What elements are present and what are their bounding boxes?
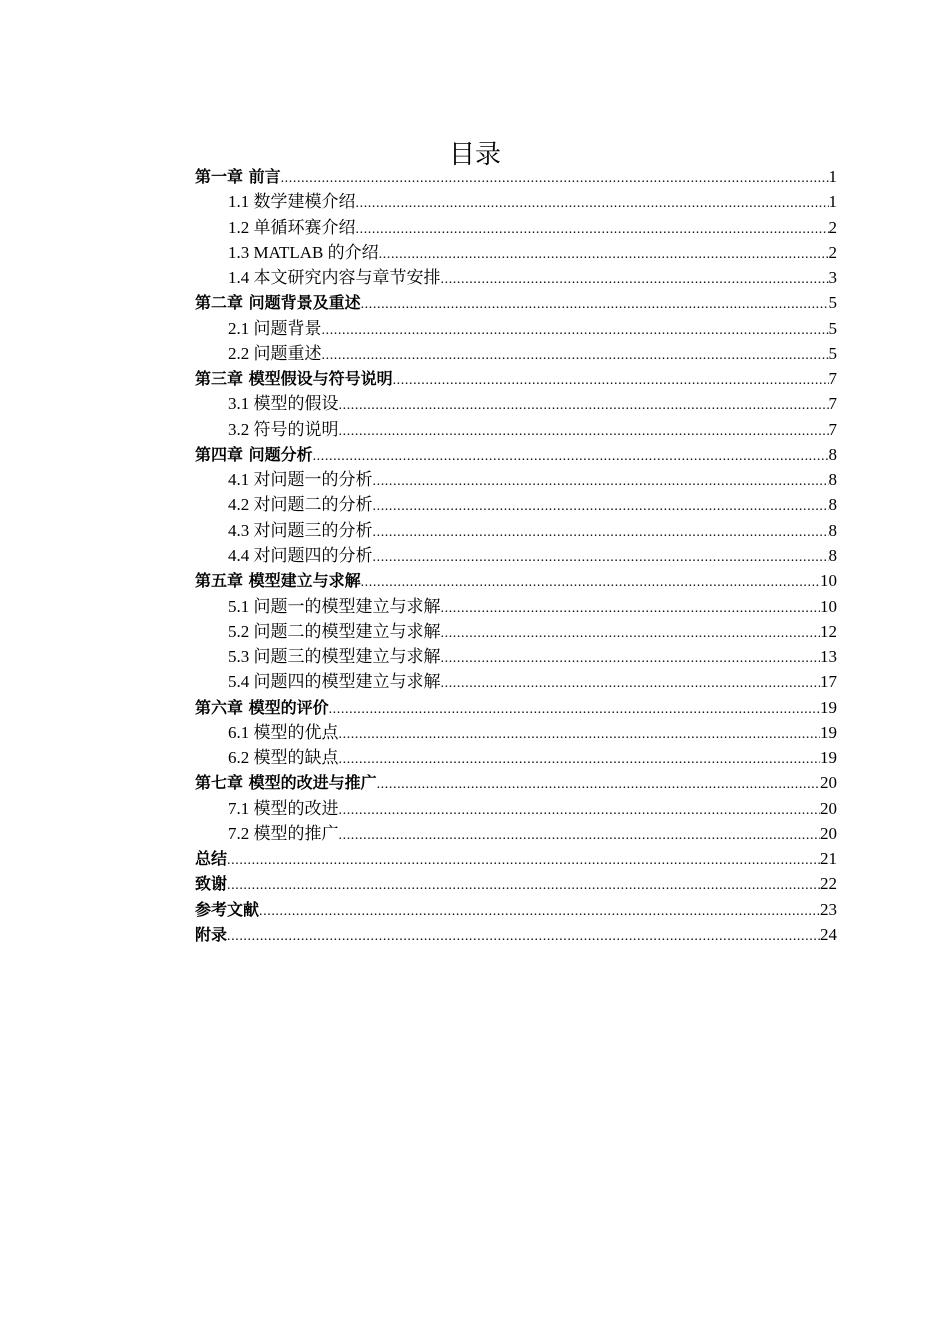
toc-leader-dots	[259, 897, 820, 922]
toc-leader-dots	[322, 316, 829, 341]
toc-entry-page-number: 2	[828, 217, 837, 237]
toc-entry-label: 附录	[195, 924, 228, 944]
toc-section-entry[interactable]	[195, 391, 837, 416]
toc-entry-label: 1.3 MATLAB 的介绍	[228, 242, 379, 262]
toc-leader-dots	[377, 770, 820, 795]
toc-entry-page-number: 8	[828, 444, 837, 464]
toc-entry-page-number: 1	[828, 192, 837, 212]
toc-leader-dots	[339, 796, 821, 821]
toc-chapter-entry[interactable]	[195, 922, 837, 947]
toc-entry-page-number: 21	[820, 849, 837, 869]
toc-entry-label: 1.2 单循环赛介绍	[228, 217, 356, 237]
toc-entry-page-number: 13	[820, 647, 837, 667]
toc-entry-page-number: 7	[828, 419, 837, 439]
toc-entry-label: 总结	[195, 849, 228, 869]
toc-entry-label: 7.2 模型的推广	[228, 823, 339, 843]
toc-entry-page-number: 19	[820, 697, 837, 717]
toc-entry-page-number: 8	[828, 520, 837, 540]
toc-entry-label: 4.3 对问题三的分析	[228, 520, 373, 540]
toc-section-entry[interactable]	[195, 669, 837, 694]
toc-entry-label: 1.4 本文研究内容与章节安排	[228, 268, 441, 288]
toc-leader-dots	[281, 164, 829, 189]
toc-chapter-entry[interactable]	[195, 290, 837, 315]
toc-entry-label: 5.3 问题三的模型建立与求解	[228, 647, 441, 667]
toc-leader-dots	[227, 871, 820, 896]
toc-leader-dots	[361, 290, 829, 315]
toc-entry-page-number: 8	[828, 495, 837, 515]
toc-chapter-entry[interactable]	[195, 897, 837, 922]
toc-entry-page-number: 7	[828, 369, 837, 389]
toc-entry-label: 7.1 模型的改进	[228, 798, 339, 818]
toc-leader-dots	[329, 695, 820, 720]
toc-list	[195, 164, 837, 947]
toc-entry-label: 1.1 数学建模介绍	[228, 192, 356, 212]
toc-entry-label: 6.1 模型的优点	[228, 722, 339, 742]
toc-section-entry[interactable]	[195, 341, 837, 366]
toc-leader-dots	[373, 518, 829, 543]
toc-entry-page-number: 19	[820, 748, 837, 768]
toc-entry-label: 第二章 问题背景及重述	[195, 293, 361, 313]
toc-entry-label: 4.1 对问题一的分析	[228, 470, 373, 490]
toc-entry-label: 第七章 模型的改进与推广	[195, 773, 377, 793]
toc-entry-label: 第四章 问题分析	[195, 444, 313, 464]
toc-entry-page-number: 24	[820, 924, 837, 944]
toc-chapter-entry[interactable]	[195, 442, 837, 467]
toc-leader-dots	[373, 467, 829, 492]
toc-section-entry[interactable]	[195, 821, 837, 846]
toc-entry-page-number: 19	[820, 722, 837, 742]
toc-entry-label: 4.4 对问题四的分析	[228, 545, 373, 565]
toc-entry-label: 第三章 模型假设与符号说明	[195, 369, 393, 389]
toc-entry-page-number: 3	[828, 268, 837, 288]
toc-entry-page-number: 5	[828, 343, 837, 363]
toc-chapter-entry[interactable]	[195, 871, 837, 896]
toc-section-entry[interactable]	[195, 594, 837, 619]
toc-section-entry[interactable]	[195, 316, 837, 341]
toc-entry-page-number: 5	[828, 318, 837, 338]
toc-section-entry[interactable]	[195, 745, 837, 770]
toc-leader-dots	[339, 720, 821, 745]
toc-entry-label: 2.2 问题重述	[228, 343, 322, 363]
toc-section-entry[interactable]	[195, 543, 837, 568]
toc-entry-label: 5.1 问题一的模型建立与求解	[228, 596, 441, 616]
toc-section-entry[interactable]	[195, 265, 837, 290]
toc-chapter-entry[interactable]	[195, 770, 837, 795]
toc-entry-page-number: 7	[828, 394, 837, 414]
toc-entry-page-number: 22	[820, 874, 837, 894]
toc-chapter-entry[interactable]	[195, 366, 837, 391]
toc-leader-dots	[339, 821, 821, 846]
toc-leader-dots	[373, 543, 829, 568]
toc-leader-dots	[361, 568, 820, 593]
toc-entry-page-number: 10	[820, 571, 837, 591]
toc-entry-label: 6.2 模型的缺点	[228, 748, 339, 768]
toc-title: 目录	[448, 140, 501, 171]
toc-leader-dots	[441, 594, 821, 619]
toc-section-entry[interactable]	[195, 720, 837, 745]
toc-entry-label: 致谢	[195, 874, 228, 894]
toc-leader-dots	[441, 619, 821, 644]
toc-leader-dots	[339, 391, 829, 416]
toc-leader-dots	[322, 341, 829, 366]
toc-leader-dots	[373, 492, 829, 517]
toc-entry-page-number: 8	[828, 545, 837, 565]
toc-entry-page-number: 23	[820, 899, 837, 919]
toc-entry-label: 5.4 问题四的模型建立与求解	[228, 672, 441, 692]
toc-chapter-entry[interactable]	[195, 568, 837, 593]
toc-section-entry[interactable]	[195, 240, 837, 265]
toc-leader-dots	[339, 417, 829, 442]
toc-entry-page-number: 17	[820, 672, 837, 692]
toc-entry-page-number: 8	[828, 470, 837, 490]
toc-leader-dots	[227, 922, 820, 947]
toc-entry-page-number: 5	[828, 293, 837, 313]
toc-section-entry[interactable]	[195, 189, 837, 214]
toc-chapter-entry[interactable]	[195, 164, 837, 189]
toc-entry-label: 参考文献	[195, 899, 260, 919]
toc-entry-page-number: 10	[820, 596, 837, 616]
toc-entry-label: 5.2 问题二的模型建立与求解	[228, 621, 441, 641]
toc-leader-dots	[356, 215, 829, 240]
toc-entry-label: 第一章 前言	[195, 167, 281, 186]
toc-chapter-entry[interactable]	[195, 846, 837, 871]
toc-section-entry[interactable]	[195, 619, 837, 644]
toc-leader-dots	[227, 846, 820, 871]
toc-entry-label: 2.1 问题背景	[228, 318, 322, 338]
toc-leader-dots	[379, 240, 829, 265]
toc-entry-page-number: 1	[828, 167, 837, 186]
toc-leader-dots	[441, 265, 829, 290]
toc-section-entry[interactable]	[195, 492, 837, 517]
toc-leader-dots	[441, 669, 821, 694]
toc-entry-page-number: 20	[820, 773, 837, 793]
toc-section-entry[interactable]	[195, 518, 837, 543]
toc-entry-page-number: 2	[828, 242, 837, 262]
toc-entry-label: 3.2 符号的说明	[228, 419, 339, 439]
toc-leader-dots	[313, 442, 829, 467]
toc-leader-dots	[339, 745, 821, 770]
toc-entry-label: 第六章 模型的评价	[195, 697, 329, 717]
toc-chapter-entry[interactable]	[195, 695, 837, 720]
toc-entry-label: 第五章 模型建立与求解	[195, 571, 361, 591]
toc-section-entry[interactable]	[195, 215, 837, 240]
toc-entry-page-number: 20	[820, 798, 837, 818]
toc-entry-label: 4.2 对问题二的分析	[228, 495, 373, 515]
toc-section-entry[interactable]	[195, 644, 837, 669]
toc-section-entry[interactable]	[195, 417, 837, 442]
toc-entry-page-number: 12	[820, 621, 837, 641]
toc-section-entry[interactable]	[195, 796, 837, 821]
toc-leader-dots	[356, 189, 829, 214]
toc-leader-dots	[393, 366, 829, 391]
toc-entry-page-number: 20	[820, 823, 837, 843]
toc-entry-label: 3.1 模型的假设	[228, 394, 339, 414]
toc-leader-dots	[441, 644, 821, 669]
toc-section-entry[interactable]	[195, 467, 837, 492]
